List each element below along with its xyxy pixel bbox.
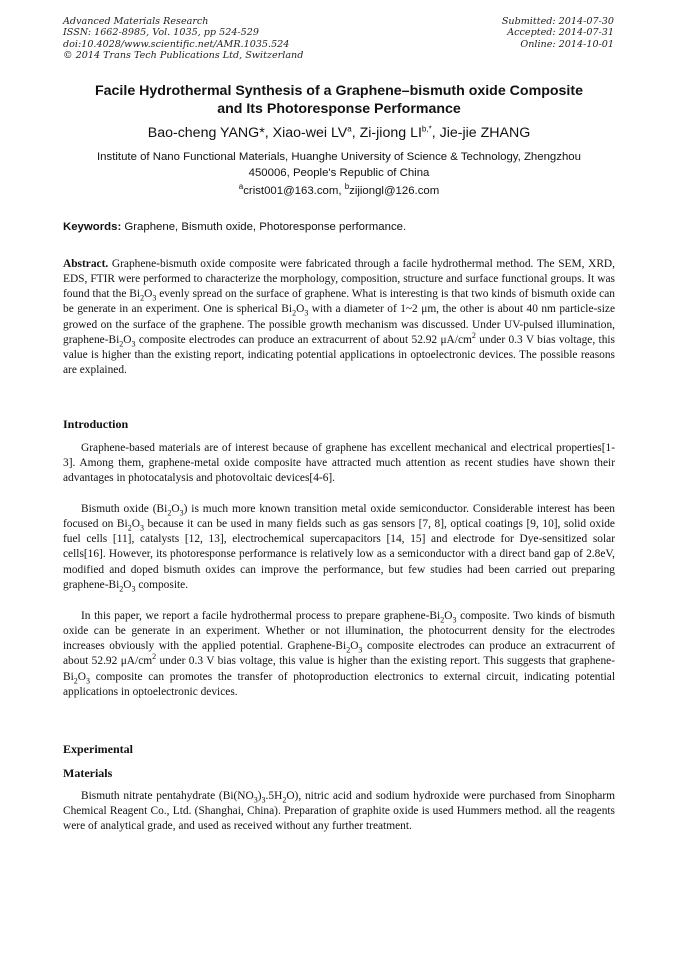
subscript: 2	[292, 308, 297, 318]
superscript: 2	[152, 652, 157, 662]
subscript: 2	[440, 615, 445, 625]
keywords-label: Keywords:	[63, 221, 122, 233]
paper-title	[50, 82, 628, 118]
intro-paragraph-2	[63, 502, 615, 593]
experimental-heading: Experimental	[63, 742, 133, 756]
chem-text: O	[77, 670, 86, 683]
chem-text: O	[350, 640, 359, 653]
subscript: 3	[253, 795, 258, 805]
subscript: 2	[127, 523, 132, 533]
subscript: 2	[140, 293, 145, 303]
materials-paragraph	[63, 789, 615, 834]
journal-copyright: © 2014 Trans Tech Publications Ltd, Switzerland	[63, 49, 304, 61]
intro-text: ) is much more known transition metal oxide semiconductor. Considerable interest has been focused on Bi	[63, 503, 615, 531]
intro-paragraph-3	[63, 609, 615, 700]
author-4: Jie-jie ZHANG	[439, 125, 531, 141]
materials-text: )	[257, 790, 262, 802]
chem-text: O	[123, 578, 132, 591]
intro-text: In this paper, we report a facile hydrothermal process to prepare graphene-Bi	[81, 610, 441, 622]
affiliation-line-1: Institute of Nano Functional Materials, Huanghe University of Science & Technology, Zhengzhou	[97, 151, 581, 163]
email-a-sup: a	[238, 182, 244, 192]
chem-text: O	[144, 288, 153, 301]
title-line-1: Facile Hydrothermal Synthesis of a Graphene–bismuth oxide Composite	[94, 83, 583, 99]
subscript: 3	[131, 584, 136, 594]
materials-text: O), nitric acid and sodium hydroxide were purchased from Sinopharm Chemical Reagent Co., Ltd. (Shanghai, China). Preparation of graphite oxide is used Hummers method. all the reagents were of analytical grade, and used as received without any further treatment.	[63, 790, 615, 833]
intro-text: composite electrodes can produce an extracurrent of about 52.92 μA/cm	[63, 640, 615, 668]
author-separator: ,	[431, 125, 440, 141]
title-line-2: and Its Photoresponse Performance	[217, 101, 461, 117]
author-emails	[40, 184, 638, 199]
subscript: 3	[179, 508, 184, 518]
journal-header	[63, 16, 303, 61]
subscript: 2	[119, 339, 124, 349]
subscript: 2	[282, 795, 287, 805]
chem-text: O	[171, 503, 180, 515]
subscript: 2	[346, 645, 351, 655]
materials-text: .5H	[265, 790, 283, 802]
chem-text: O	[444, 610, 453, 622]
submitted-date: Submitted: 2014-07-30	[501, 16, 614, 27]
intro-text: composite.	[135, 578, 189, 591]
subscript: 3	[304, 308, 309, 318]
abstract-label: Abstract.	[63, 258, 109, 270]
keywords	[63, 220, 615, 235]
abstract-text: with a diameter of 1~2 μm, the other is about 40 nm particle-size growed on the surface of the graphene. The possible growth mechanism was discussed. Under UV-pulsed illumination, graphene-Bi	[63, 303, 615, 346]
author-separator: ,	[351, 125, 360, 141]
email-b[interactable]: zijiongl@126.com	[349, 185, 440, 197]
chem-text: O	[123, 333, 132, 346]
superscript: 2	[471, 330, 476, 340]
intro-text: composite can promotes the transfer of photoproduction electronics to external circuit, indicating potential applications in optoelectronic devices.	[63, 670, 615, 698]
introduction-heading: Introduction	[63, 417, 129, 431]
intro-text: Bismuth oxide (Bi	[81, 503, 168, 515]
abstract-text: Graphene-bismuth oxide composite were fabricated through a facile hydrothermal method. The SEM, XRD, EDS, FTIR were performed to characterize the morphology, composition, structure and surface functional groups. It was found that the Bi	[63, 258, 615, 301]
subscript: 2	[119, 584, 124, 594]
subscript: 3	[452, 615, 457, 625]
intro-text: composite. Two kinds of bismuth oxide can be generate in an experiment. Whether or not illumination, the photocurrent density for the electrodes increases obviously with the applied potential. Graphene-Bi	[63, 610, 616, 653]
author-2-sup: a	[347, 124, 352, 134]
chem-text: O	[131, 518, 140, 531]
author-1: Bao-cheng YANG*,	[147, 125, 273, 141]
journal-issn: ISSN: 1662-8985, Vol. 1035, pp 524-529	[63, 27, 259, 39]
email-b-sup: b	[344, 182, 350, 192]
author-3-sup: b,*	[421, 124, 432, 134]
abstract-text: composite electrodes can produce an extracurrent of about 52.92 μA/cm	[135, 333, 472, 346]
subscript: 3	[131, 339, 136, 349]
subscript: 3	[261, 795, 266, 805]
intro-paragraph-1: Graphene-based materials are of interest because of graphene has excellent mechanical and electrical properties[1-3]. Among them, graphene-metal oxide composite have attracted much attention as recent studies have shown their advantages in photocatalysis and photovoltaic devices[4-6].	[63, 442, 615, 485]
subscript: 2	[167, 508, 172, 518]
abstract-text: evenly spread on the surface of graphene. What is interesting is that two kinds of bismuth oxide can be generate in an experiment. One is spherical Bi	[63, 288, 615, 316]
journal-doi: doi:10.4028/www.scientific.net/AMR.1035.524	[63, 38, 290, 50]
subscript: 3	[358, 645, 363, 655]
chem-text: O	[296, 303, 305, 316]
subscript: 3	[86, 675, 90, 685]
subscript: 3	[139, 523, 144, 533]
subscript: 2	[73, 675, 78, 685]
online-date: Online: 2014-10-01	[520, 38, 614, 50]
journal-name: Advanced Materials Research	[63, 16, 209, 27]
accepted-date: Accepted: 2014-07-31	[507, 27, 614, 39]
publication-dates	[502, 16, 614, 50]
materials-text: Bismuth nitrate pentahydrate (Bi(NO	[81, 790, 254, 802]
author-list	[40, 124, 638, 142]
keywords-text: Graphene, Bismuth oxide, Photoresponse performance.	[121, 221, 407, 233]
materials-subheading: Materials	[63, 766, 113, 780]
abstract	[63, 257, 615, 378]
intro-text: because it can be used in many fields such as gas sensors [7, 8], optical coatings [9, 10], solid oxide fuel cells [11], catalysts [12, 13], electrochemical supercapacitors [14, 15] and electrode for Dye-sensitized solar cells[16]. However, its photoresponse performance is relatively low as a semiconductor with a direct band gap of 2.8eV, modified and doped bismuth oxides can improve the performance, but few studies had been carried out preparing graphene-Bi	[63, 518, 615, 591]
affiliation	[40, 150, 638, 181]
intro-text: under 0.3 V bias voltage, this value is higher than the existing report. This suggests that graphene-Bi	[63, 655, 615, 683]
affiliation-line-2: 450006, People's Republic of China	[248, 166, 430, 179]
email-a[interactable]: crist001@163.com,	[243, 185, 345, 197]
abstract-text: under 0.3 V bias voltage, this value is higher than the existing report, indicating potential applications in optoelectronic devices. The possible reasons are explained.	[63, 333, 615, 377]
subscript: 3	[152, 293, 157, 303]
author-2: Xiao-wei LV	[272, 125, 348, 141]
author-3: Zi-jiong LI	[359, 125, 422, 141]
